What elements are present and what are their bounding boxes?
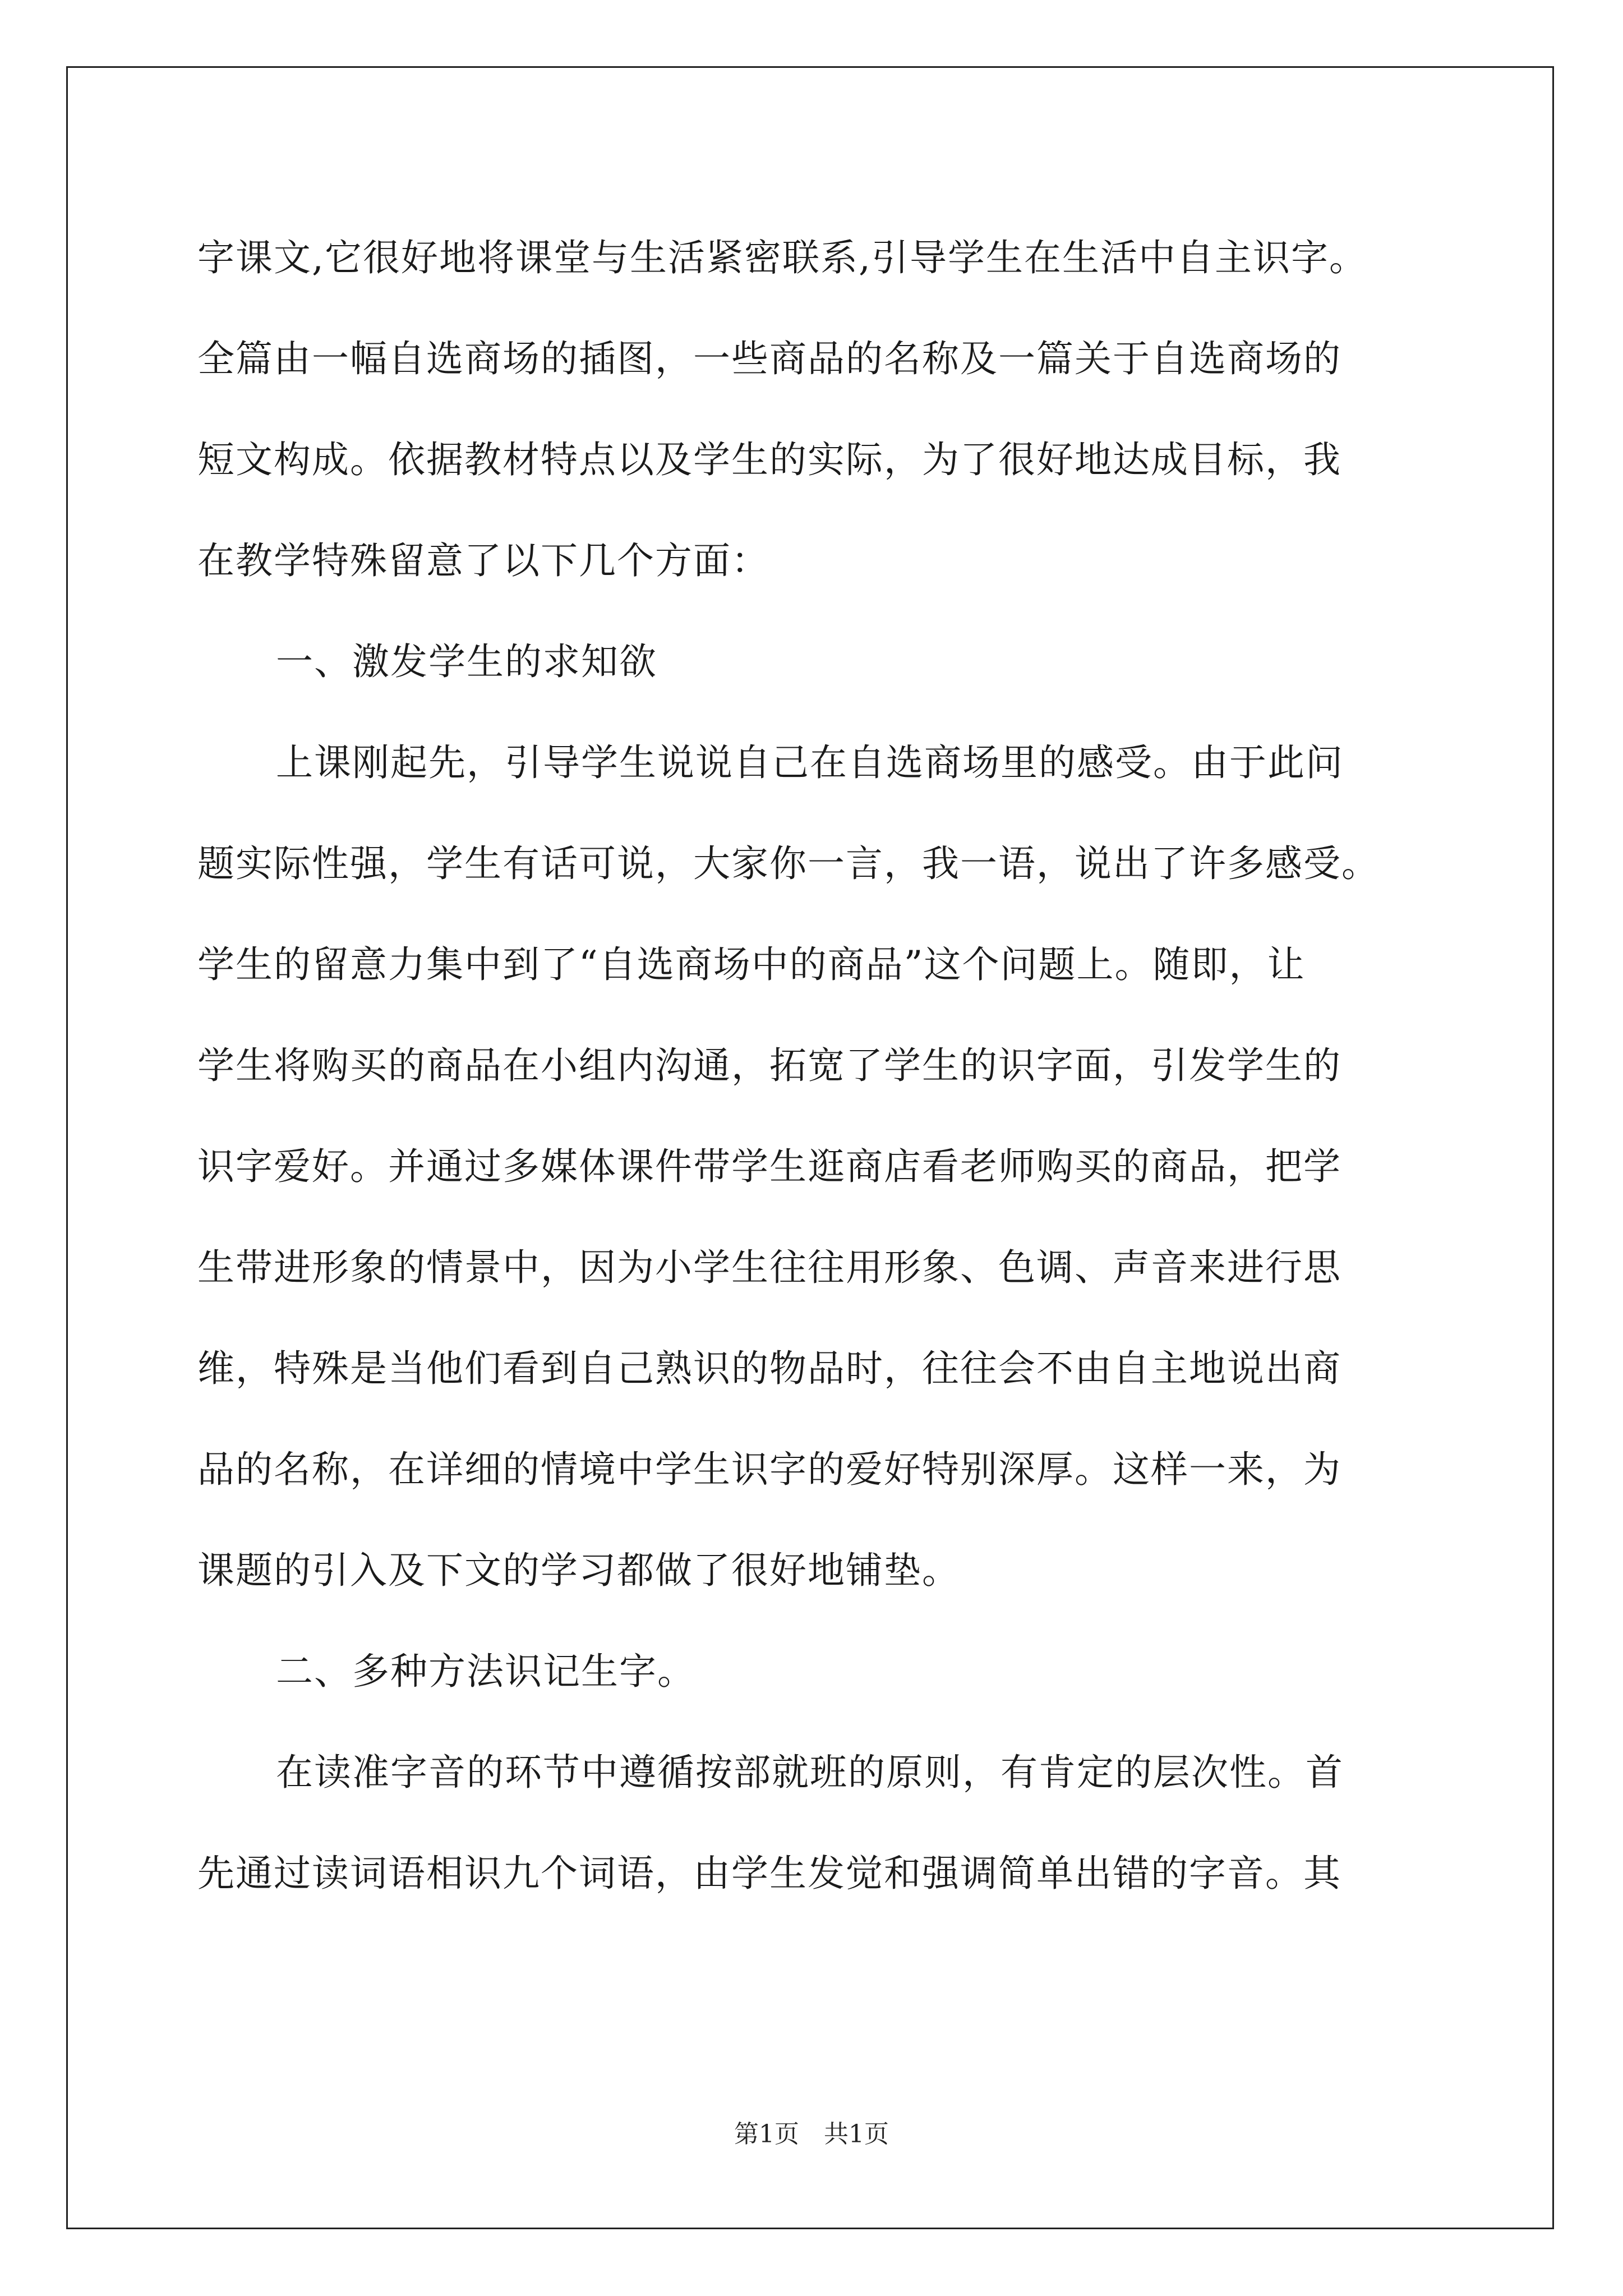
total-pages-label: 共1页 bbox=[824, 2120, 889, 2148]
section-heading-2: 二、多种方法识记生字。 bbox=[276, 1650, 695, 1693]
current-page-label: 第1页 bbox=[734, 2120, 799, 2148]
text-line-12: 维，特殊是当他们看到自己熟识的物品时，往往会不由自主地说出商 bbox=[197, 1347, 1341, 1390]
text-line-2: 全篇由一幅自选商场的插图，一些商品的名称及一篇关于自选商场的 bbox=[197, 337, 1341, 380]
text-line-14: 课题的引入及下文的学习都做了很好地铺垫。 bbox=[197, 1549, 960, 1592]
text-line-13: 品的名称，在详细的情境中学生识字的爱好特别深厚。这样一来，为 bbox=[197, 1448, 1341, 1491]
text-line-10: 识字爱好。并通过多媒体课件带学生逛商店看老师购买的商品，把学 bbox=[197, 1145, 1341, 1188]
text-line-17: 先通过读词语相识九个词语，由学生发觉和强调简单出错的字音。其 bbox=[197, 1852, 1341, 1895]
text-line-11: 生带进形象的情景中，因为小学生往往用形象、色调、声音来进行思 bbox=[197, 1246, 1341, 1289]
text-line-8: 学生的留意力集中到了“自选商场中的商品”这个问题上。随即，让 bbox=[197, 943, 1306, 986]
text-line-16: 在读准字音的环节中遵循按部就班的原则，有肯定的层次性。首 bbox=[276, 1751, 1344, 1794]
document-body bbox=[197, 208, 1454, 1924]
page-footer bbox=[0, 2118, 1623, 2151]
text-line-7: 题实际性强，学生有话可说，大家你一言，我一语，说出了许多感受。 bbox=[197, 842, 1380, 885]
text-line-6: 上课刚起先，引导学生说说自己在自选商场里的感受。由于此问 bbox=[276, 741, 1344, 784]
text-line-4: 在教学特殊留意了以下几个方面： bbox=[197, 539, 769, 582]
text-line-1: 字课文,它很好地将课堂与生活紧密联系,引导学生在生活中自主识字。 bbox=[197, 236, 1367, 279]
section-heading-1: 一、激发学生的求知欲 bbox=[276, 640, 657, 683]
text-line-9: 学生将购买的商品在小组内沟通，拓宽了学生的识字面，引发学生的 bbox=[197, 1044, 1341, 1087]
text-line-3: 短文构成。依据教材特点以及学生的实际，为了很好地达成目标，我 bbox=[197, 438, 1341, 481]
